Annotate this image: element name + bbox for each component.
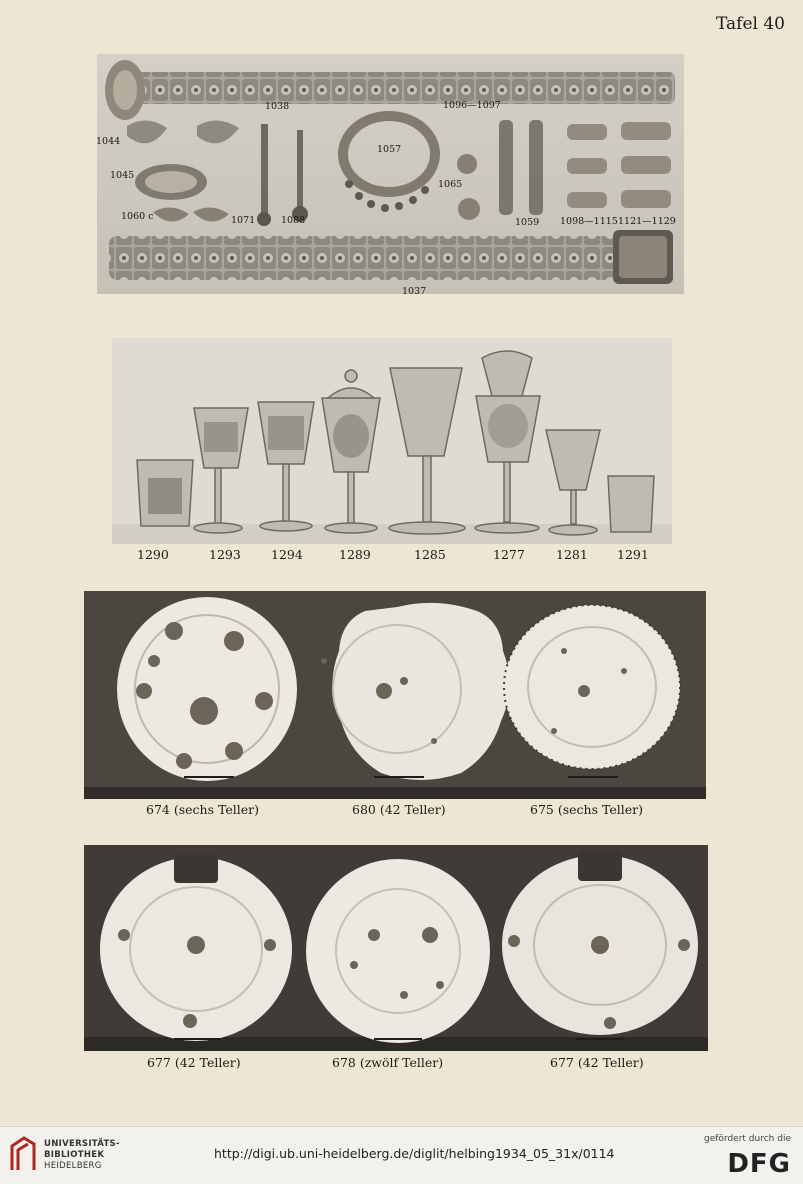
source-url-link[interactable]: http://digi.ub.uni-heidelberg.de/diglit/helbing1934_05_31x/0114 [214,1146,615,1161]
porcelain-label-674: 674 (sechs Teller) [146,802,259,817]
porcelain-label-677-left: 677 (42 Teller) [147,1055,241,1070]
jewelry-label-1071: 1071 [231,215,256,226]
university-logo-icon [10,1136,36,1174]
institution-line-1: UNIVERSITÄTS- [44,1139,120,1149]
porcelain-label-675: 675 (sechs Teller) [530,802,643,817]
glass-label-1294: 1294 [271,547,303,562]
glass-label-1293: 1293 [209,547,241,562]
jewelry-photo [97,54,684,294]
glass-label-1285: 1285 [414,547,446,562]
jewelry-label-1121-1129: 1121—1129 [618,216,676,227]
jewelry-label-1098-1115: 1098—1115 [560,216,618,227]
jewelry-label-1065: 1065 [438,179,463,190]
glass-label-1281: 1281 [556,547,588,562]
jewelry-label-1044: 1044 [96,136,121,147]
institution-line-3: HEIDELBERG [44,1161,102,1171]
jewelry-label-1057: 1057 [377,144,402,155]
jewelry-label-1045: 1045 [110,170,135,181]
porcelain-row1-photo [84,591,706,799]
footer-bar [0,1126,803,1184]
glass-label-1290: 1290 [137,547,169,562]
porcelain-label-678: 678 (zwölf Teller) [332,1055,444,1070]
glass-label-1277: 1277 [493,547,525,562]
dfg-logo: DFG [727,1149,791,1179]
jewelry-label-1059: 1059 [515,217,540,228]
institution-line-2: BIBLIOTHEK [44,1150,105,1160]
jewelry-label-1060c: 1060 c [121,211,154,222]
jewelry-label-1096-1097: 1096—1097 [443,100,501,111]
porcelain-label-677-right: 677 (42 Teller) [550,1055,644,1070]
glass-label-1289: 1289 [339,547,371,562]
jewelry-label-1038: 1038 [265,101,290,112]
university-name [44,1139,120,1172]
jewelry-label-1037: 1037 [402,286,427,297]
glass-photo [112,338,672,544]
jewelry-label-1088: 1088 [281,215,306,226]
sponsor-text: gefördert durch die [704,1134,791,1144]
porcelain-row2-photo [84,845,708,1051]
porcelain-label-680: 680 (42 Teller) [352,802,446,817]
glass-label-1291: 1291 [617,547,649,562]
page-title: Tafel 40 [716,14,785,34]
